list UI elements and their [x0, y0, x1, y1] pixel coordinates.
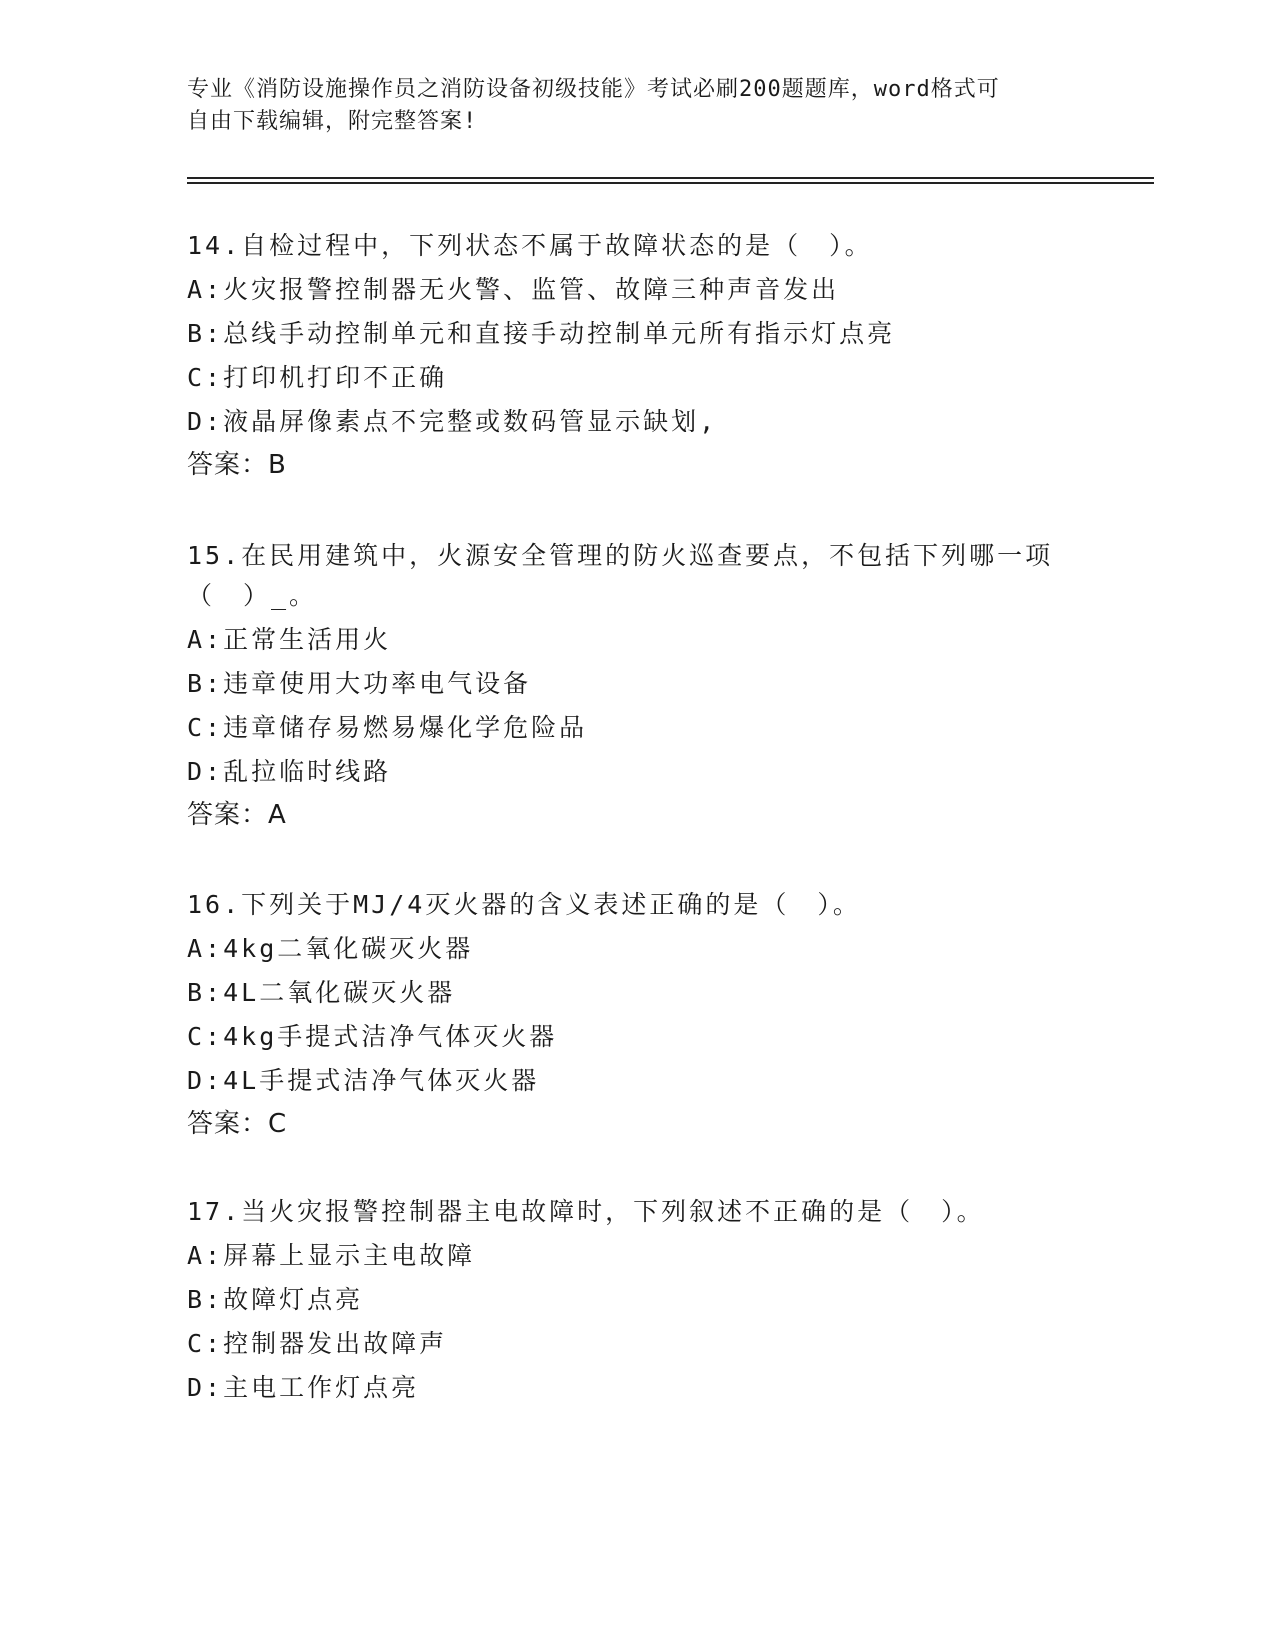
question-15-stem: 15.在民用建筑中，火源安全管理的防火巡查要点，不包括下列哪一项: [187, 541, 1054, 570]
question-16-option-a: A:4kg二氧化碳灭火器: [187, 934, 474, 963]
question-17-stem: 17.当火灾报警控制器主电故障时，下列叙述不正确的是（ ）。: [187, 1197, 985, 1226]
question-16-option-c: C:4kg手提式洁净气体灭火器: [187, 1022, 558, 1051]
question-16-option-d: D:4L手提式洁净气体灭火器: [187, 1066, 540, 1095]
question-17-option-d: D:主电工作灯点亮: [187, 1373, 420, 1402]
question-14-option-d: D:液晶屏像素点不完整或数码管显示缺划,: [187, 407, 718, 436]
question-15-answer: 答案：A: [187, 800, 287, 830]
header-divider-bottom: [187, 182, 1154, 184]
header-line-2: 自由下载编辑，附完整答案!: [187, 109, 478, 134]
question-17-option-c: C:控制器发出故障声: [187, 1329, 448, 1358]
document-header: [187, 74, 1087, 138]
question-17-option-a: A:屏幕上显示主电故障: [187, 1241, 476, 1270]
question-15-stem-continued: （ ）_。: [187, 581, 318, 610]
question-15-option-d: D:乱拉临时线路: [187, 757, 392, 786]
question-16-answer: 答案：C: [187, 1109, 288, 1139]
header-divider-top: [187, 177, 1154, 179]
question-15-option-a: A:正常生活用火: [187, 625, 392, 654]
question-16-stem: 16.下列关于MJ/4灭火器的含义表述正确的是（ ）。: [187, 890, 861, 919]
question-14-option-b: B:总线手动控制单元和直接手动控制单元所有指示灯点亮: [187, 319, 896, 348]
question-15-option-b: B:违章使用大功率电气设备: [187, 669, 532, 698]
question-15-option-c: C:违章储存易燃易爆化学危险品: [187, 713, 588, 742]
question-14-answer: 答案：B: [187, 450, 287, 480]
question-14-option-c: C:打印机打印不正确: [187, 363, 448, 392]
question-14-option-a: A:火灾报警控制器无火警、监管、故障三种声音发出: [187, 275, 840, 304]
question-17-option-b: B:故障灯点亮: [187, 1285, 364, 1314]
header-line-1: 专业《消防设施操作员之消防设备初级技能》考试必刷200题题库，word格式可: [187, 77, 1000, 102]
question-16-option-b: B:4L二氧化碳灭火器: [187, 978, 456, 1007]
question-14-stem: 14.自检过程中，下列状态不属于故障状态的是（ ）。: [187, 231, 873, 260]
